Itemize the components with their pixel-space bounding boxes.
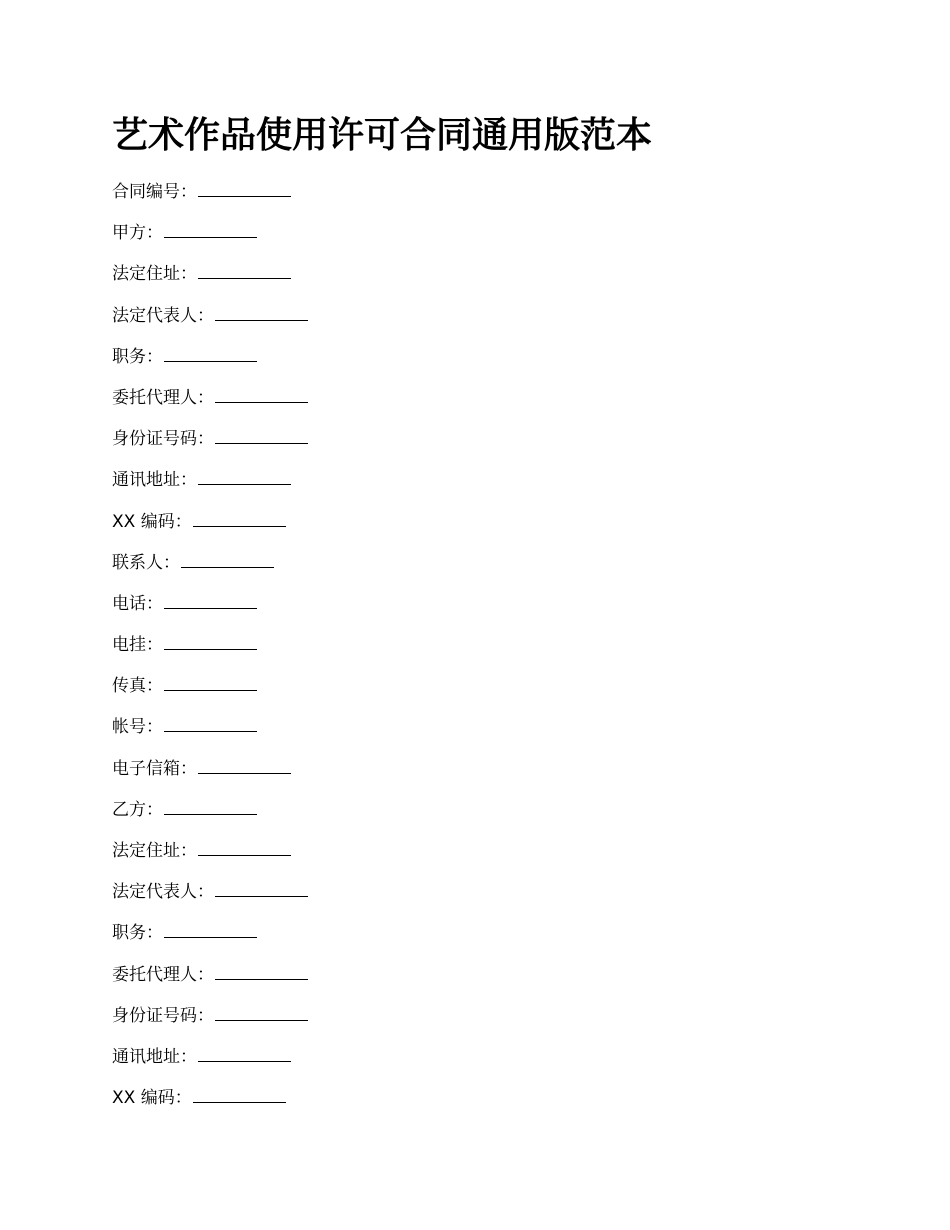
field-label: 通讯地址： — [112, 470, 197, 491]
blank-line — [215, 380, 308, 403]
contract-fields — [112, 174, 812, 1121]
blank-line — [164, 792, 257, 815]
field-label: 法定住址： — [112, 841, 197, 861]
field-contract-number — [112, 174, 812, 215]
field-label: 法定代表人： — [112, 882, 214, 903]
field-party-a-account — [112, 709, 812, 750]
blank-line — [215, 421, 308, 444]
field-label: 帐号： — [112, 717, 163, 738]
blank-line — [198, 174, 291, 197]
field-label: 职务： — [112, 346, 163, 367]
document-title: 艺术作品使用许可合同通用版范本 — [112, 115, 653, 156]
field-party-a-address — [112, 256, 812, 297]
field-party-b — [112, 792, 812, 833]
field-party-a-email — [112, 751, 812, 792]
field-party-a-position — [112, 339, 812, 380]
field-label: 身份证号码： — [112, 429, 214, 450]
blank-line — [164, 915, 257, 938]
field-party-a-phone — [112, 586, 812, 627]
field-label: 法定代表人： — [112, 305, 214, 326]
field-party-a-agent — [112, 380, 812, 421]
blank-line — [164, 627, 257, 650]
blank-line — [215, 998, 308, 1021]
field-party-b-legal-rep — [112, 874, 812, 915]
blank-line — [215, 957, 308, 980]
field-label: 委托代理人： — [112, 387, 214, 408]
field-party-b-address — [112, 833, 812, 874]
blank-line — [164, 668, 257, 691]
field-label: 电话： — [112, 593, 163, 614]
blank-line — [198, 1039, 291, 1062]
field-label: 电子信箱： — [112, 758, 197, 779]
field-label: 甲方： — [112, 223, 163, 244]
field-party-b-agent — [112, 957, 812, 998]
blank-line — [164, 709, 257, 732]
blank-line — [198, 751, 291, 774]
field-label: 联系人： — [112, 552, 180, 573]
field-party-b-id-number — [112, 998, 812, 1039]
field-party-a — [112, 215, 812, 256]
blank-line — [193, 1080, 286, 1103]
field-party-a-telegraph — [112, 627, 812, 668]
field-party-b-mailing-address — [112, 1039, 812, 1080]
field-party-a-legal-rep — [112, 298, 812, 339]
field-label: 身份证号码： — [112, 1005, 214, 1026]
blank-line — [215, 298, 308, 321]
field-label: 委托代理人： — [112, 964, 214, 985]
blank-line — [164, 586, 257, 609]
blank-line — [164, 215, 257, 238]
field-party-a-id-number — [112, 421, 812, 462]
blank-line — [215, 874, 308, 897]
blank-line — [181, 545, 274, 568]
field-label: 传真： — [112, 676, 163, 697]
field-label: 合同编号： — [112, 182, 197, 202]
field-label: XX 编码： — [112, 511, 192, 532]
field-party-a-contact — [112, 545, 812, 586]
blank-line — [198, 833, 291, 856]
field-label: XX 编码： — [112, 1088, 192, 1109]
field-party-b-position — [112, 915, 812, 956]
field-party-a-fax — [112, 668, 812, 709]
field-party-b-postal-code — [112, 1080, 812, 1121]
field-label: 法定住址： — [112, 264, 197, 285]
blank-line — [164, 339, 257, 362]
blank-line — [198, 462, 291, 485]
field-label: 电挂： — [112, 635, 163, 656]
blank-line — [198, 256, 291, 279]
field-label: 通讯地址： — [112, 1046, 197, 1067]
field-label: 职务： — [112, 923, 163, 944]
blank-line — [193, 504, 286, 527]
field-label: 乙方： — [112, 799, 163, 820]
field-party-a-mailing-address — [112, 462, 812, 503]
field-party-a-postal-code — [112, 504, 812, 545]
